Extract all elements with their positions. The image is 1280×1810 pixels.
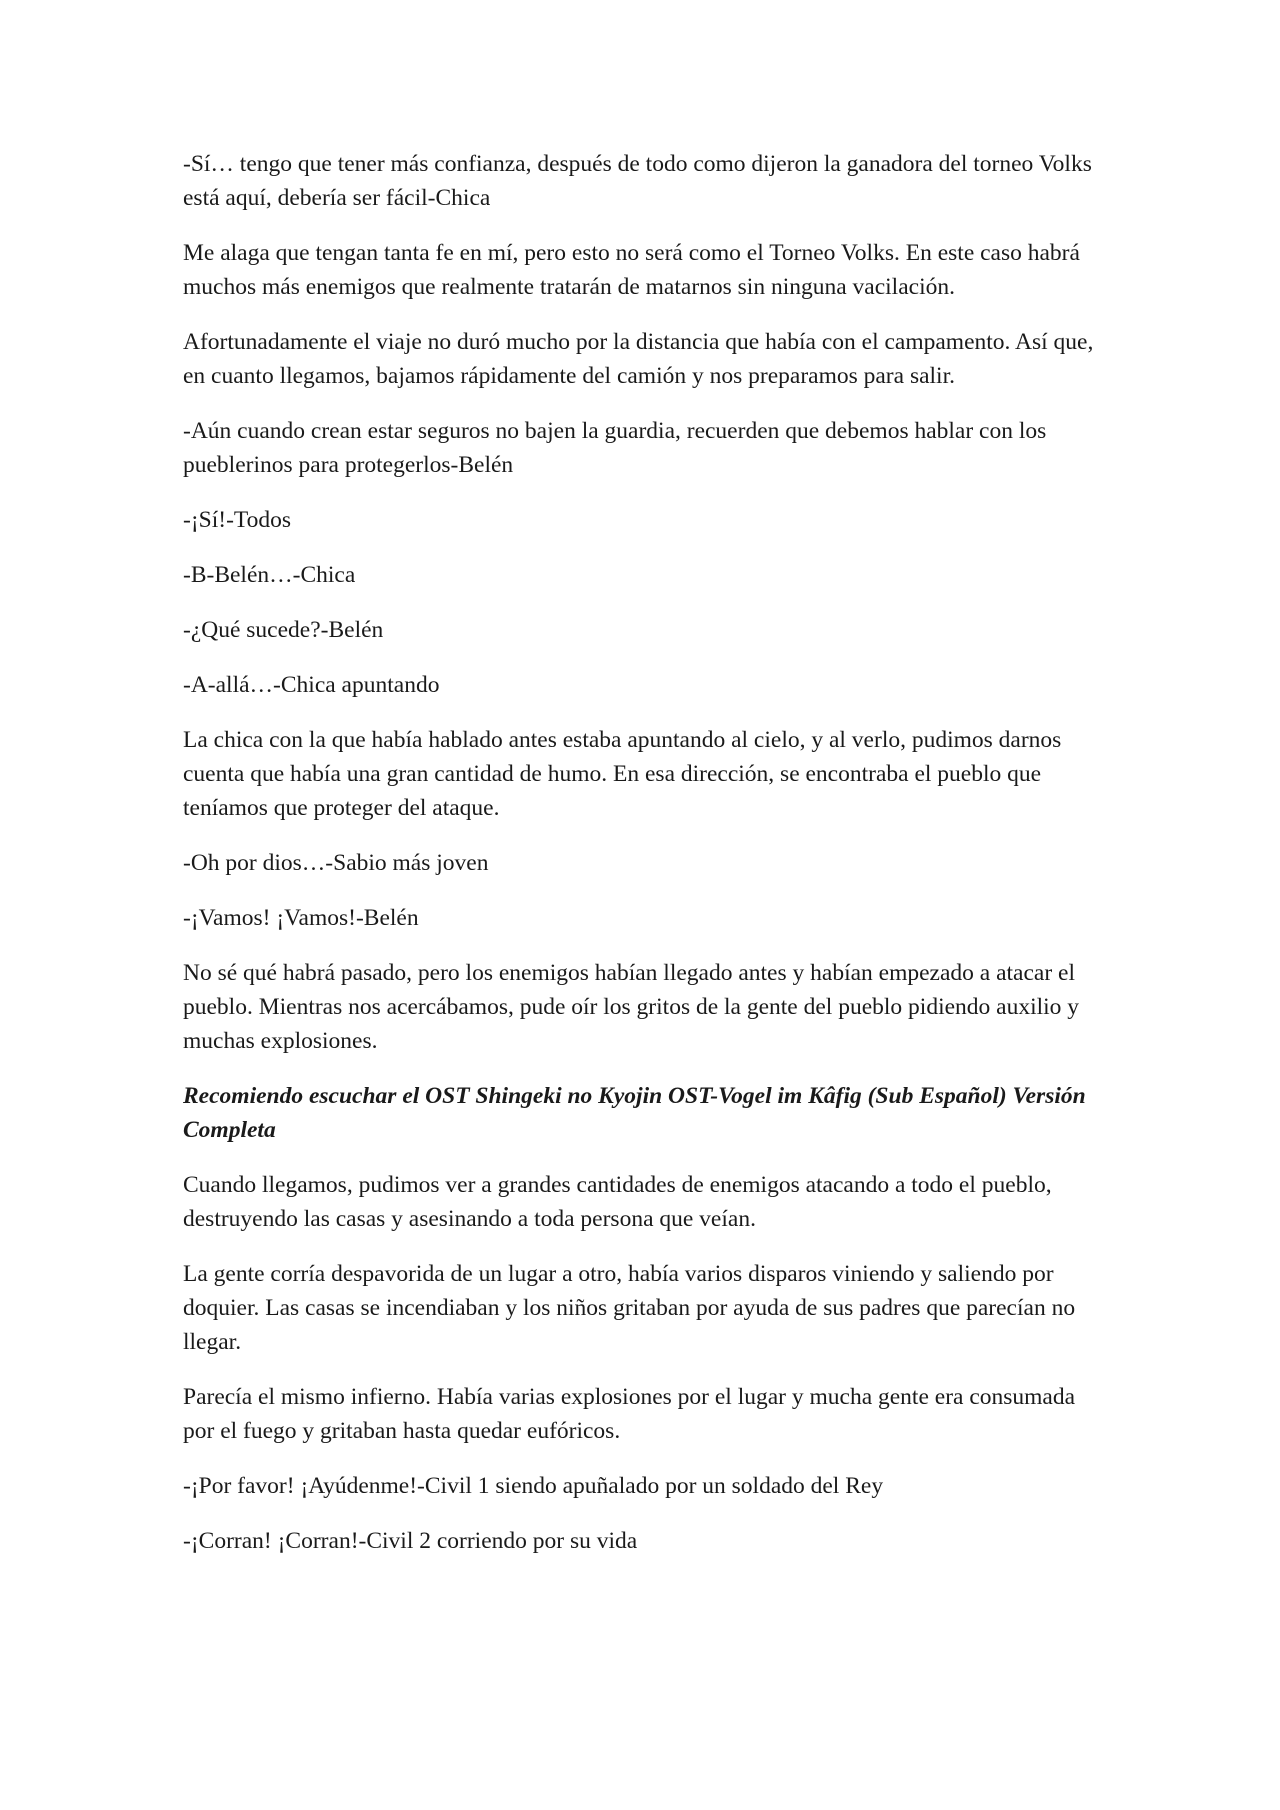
- paragraph-dialogue: -B-Belén…-Chica: [183, 562, 356, 588]
- paragraph-dialogue: -¡Corran! ¡Corran!-Civil 2 corriendo por su vida: [183, 1528, 638, 1554]
- paragraph-narration: Afortunadamente el viaje no duró mucho por la distancia que había con el campamento. Así que, en cuanto llegamos, bajamos rápidamente del camión y nos preparamos para salir.: [183, 329, 1094, 389]
- paragraph-dialogue: -¡Por favor! ¡Ayúdenme!-Civil 1 siendo apuñalado por un soldado del Rey: [183, 1473, 884, 1499]
- paragraph-dialogue: -Oh por dios…-Sabio más joven: [183, 850, 489, 876]
- paragraph-narration: Cuando llegamos, pudimos ver a grandes cantidades de enemigos atacando a todo el pueblo, destruyendo las casas y asesinando a toda persona que veían.: [183, 1172, 1052, 1232]
- document-body: [183, 147, 1103, 1579]
- paragraph-dialogue: -¡Vamos! ¡Vamos!-Belén: [183, 905, 419, 931]
- paragraph-dialogue: -A-allá…-Chica apuntando: [183, 672, 440, 698]
- paragraph-narration: No sé qué habrá pasado, pero los enemigos habían llegado antes y habían empezado a atacar el pueblo. Mientras nos acercábamos, pude oír los gritos de la gente del pueblo pidiendo auxilio y muchas explosiones.: [183, 960, 1080, 1054]
- music-recommendation-note: Recomiendo escuchar el OST Shingeki no Kyojin OST-Vogel im Kâfig (Sub Español) Versión Completa: [183, 1083, 1086, 1143]
- paragraph-dialogue: -¿Qué sucede?-Belén: [183, 617, 384, 643]
- paragraph-narration: Me alaga que tengan tanta fe en mí, pero esto no será como el Torneo Volks. En este caso habrá muchos más enemigos que realmente tratarán de matarnos sin ninguna vacilación.: [183, 240, 1080, 300]
- paragraph-narration: La chica con la que había hablado antes estaba apuntando al cielo, y al verlo, pudimos darnos cuenta que había una gran cantidad de humo. En esa dirección, se encontraba el pueblo que teníamos que proteger del ataque.: [183, 727, 1062, 821]
- paragraph-dialogue: -¡Sí!-Todos: [183, 507, 292, 533]
- paragraph-narration: La gente corría despavorida de un lugar a otro, había varios disparos viniendo y saliendo por doquier. Las casas se incendiaban y los niños gritaban por ayuda de sus padres que parecían no llegar.: [183, 1261, 1076, 1355]
- paragraph-narration: Parecía el mismo infierno. Había varias explosiones por el lugar y mucha gente era consumada por el fuego y gritaban hasta quedar eufóricos.: [183, 1384, 1076, 1444]
- paragraph-dialogue: -Sí… tengo que tener más confianza, después de todo como dijeron la ganadora del torneo Volks está aquí, debería ser fácil-Chica: [183, 151, 1092, 211]
- paragraph-dialogue: -Aún cuando crean estar seguros no bajen la guardia, recuerden que debemos hablar con los pueblerinos para protegerlos-Belén: [183, 418, 1047, 478]
